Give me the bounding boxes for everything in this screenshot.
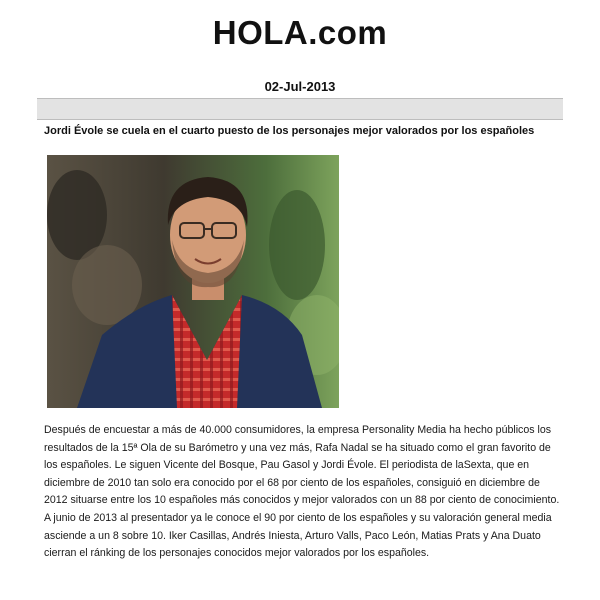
article-body: Después de encuestar a más de 40.000 consumidores, la empresa Personality Media ha hecho públicos los resultados de la 15ª Ola de su Barómetro y una vez más, Rafa Nadal se ha situado como el gran favorito de los españoles. Le siguen Vicente del Bosque, Pau Gasol y Jordi Évole. El periodista de laSexta, que en diciembre de 2010 tan solo era conocido por el 68 por ciento de los españoles, consiguió en diciembre de 2012 situarse entre los 10 españoles más conocidos y mejor valorados con un 88 por ciento de conocimiento. A junio de 2013 al presentador ya le conoce el 90 por ciento de los españoles y su valoración general media asciende a un 8 sobre 10. Iker Casillas, Andrés Iniesta, Arturo Valls, Paco León, Matias Prats y Ana Duato cierran el ránking de los personajes conocidos mejor valorados por los españoles. xyxy=(44,424,560,560)
article-photo xyxy=(47,155,339,408)
header-divider-bar xyxy=(37,98,563,120)
site-masthead: HOLA.com xyxy=(212,14,388,51)
article-headline: Jordi Évole se cuela en el cuarto puesto de los personajes mejor valorados por los españoles xyxy=(44,125,535,137)
article-date: 02-Jul-2013 xyxy=(264,79,336,94)
portrait-photo-icon xyxy=(47,155,339,408)
